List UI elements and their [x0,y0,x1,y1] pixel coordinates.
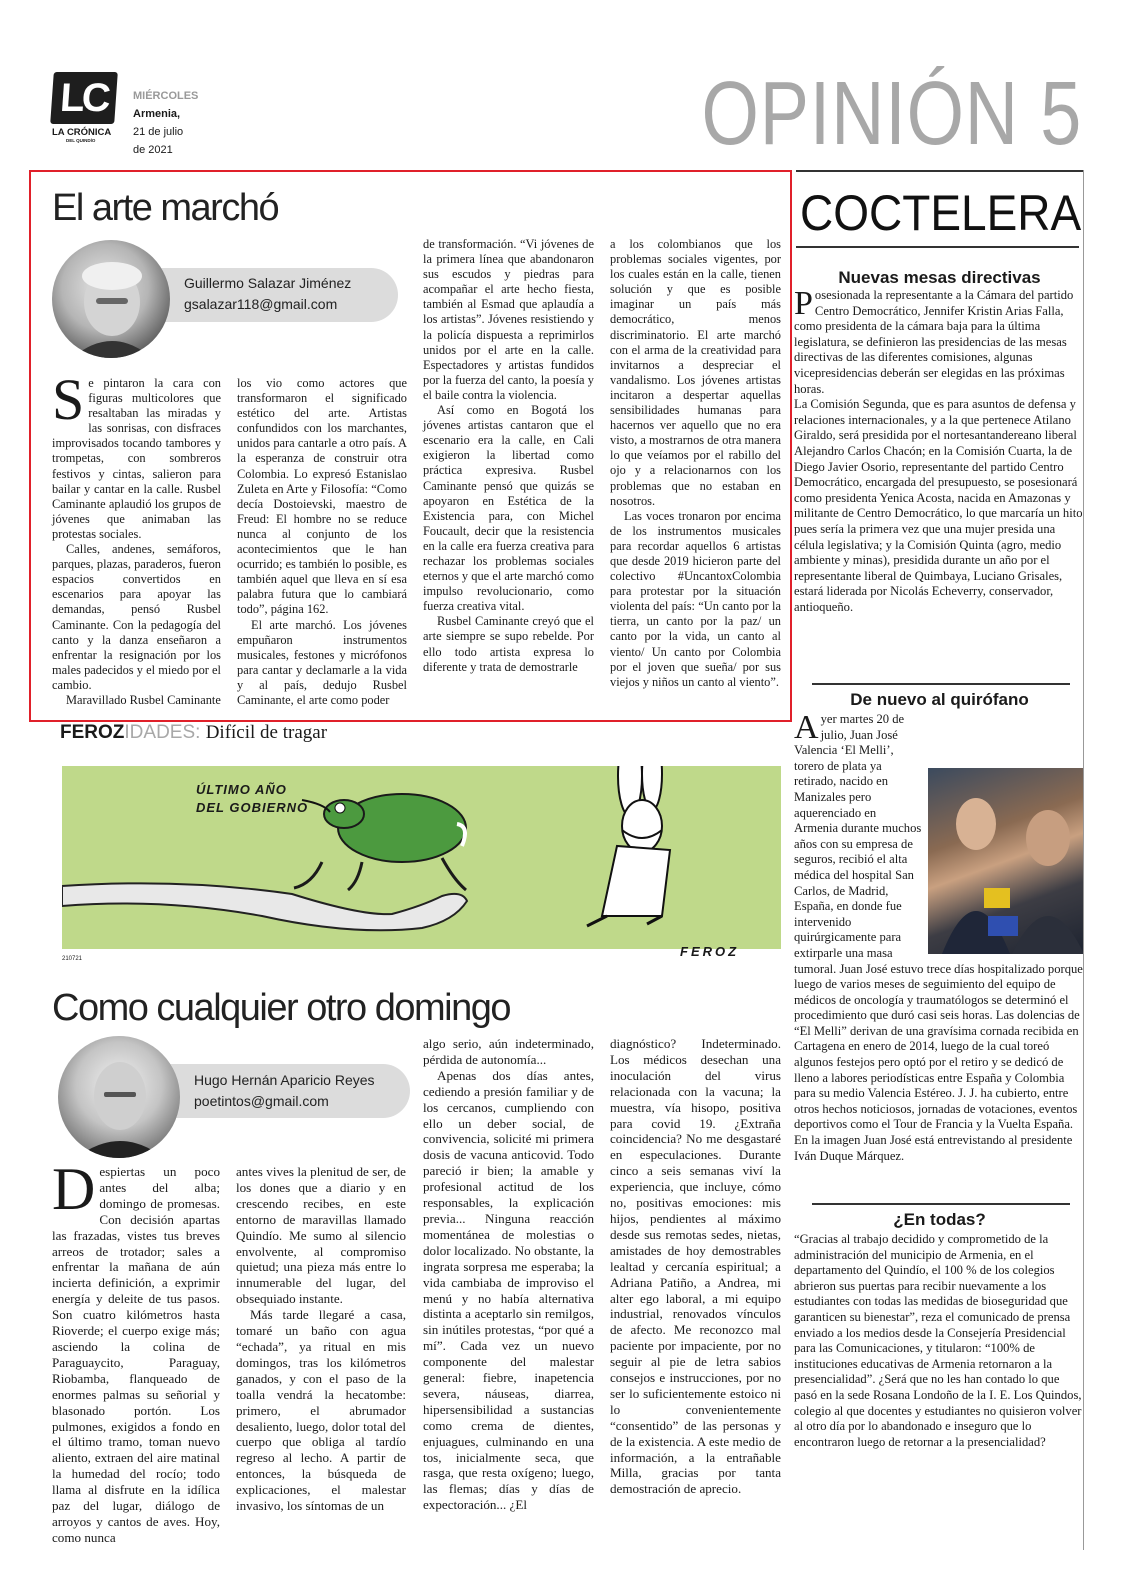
masthead-date1: 21 de julio [133,126,184,138]
sidebar-header-rule [796,246,1079,248]
author-photo-icon [58,1036,180,1158]
masthead-day: MIÉRCOLES [133,90,199,102]
article1-column-3 [423,237,594,675]
article2-paragraph: Más tarde llegaré a casa, tomaré un baño con agua “echada”, ya ritual en mis domingos, tras los kilómetros ganados, y con el paso de la toalla vendrá la hecatombe: primero, el abrumador desaliento, luego, dolor total del cuerpo que obliga al tardío regreso al lecho. A partir de entonces, la búsqueda de explicaciones, el malestar invasivo, los síntomas de un [236,1307,406,1514]
masthead-city: Armenia, [133,108,181,120]
cartoon-label [60,722,327,744]
sidebar-vertical-rule [1083,170,1084,1550]
article2-author: Hugo Hernán Aparicio Reyes [194,1072,375,1088]
article2-paragraph: diagnóstico? Indeterminado. Los médicos desechan una inoculación del virus relacionada con la vacuna; la muestra, vía hisopo, positiva para covid 19. ¿Extraña coincidencia? No me desgastaré en especulaciones. Durante cinco a seis semanas viví la experiencia, que incluye, cómo no, positivas emociones: mis hijos, pendientes al máximo desde sus remotas sedes, nietas, amistades de hoy demostrables lealtad y cercanía espiritual; a Adriana Patiño, a Andrea, mi alter ego laboral, a mi equipo industrial, renovados vínculos de afecto. Me reconozco mal paciente por impaciente, por no seguir al pie de letra sabios consejos e instrucciones, por no ser lo suficientemente estoico ni lo convenientemente “consentido” de las personas y de la existencia. A este medio de información, a la entrañable Milla, gracias por tanta demostración de aprecio. [610,1036,781,1497]
article1-author-photo [52,240,170,358]
article2-column-4 [610,1036,781,1497]
sidebar-divider-2 [812,1203,1070,1205]
cartoon-code: 210721 [62,956,83,962]
logo-mark: LC [50,72,118,124]
article2-paragraph: Apenas dos días antes, cediendo a presión familiar y de los cercanos, cumpliendo con ello un deber social, de convivencia, solicité mi primera dosis de vacuna anticovid. Todo pareció ir bien; la amable y profesional actitud de los responsables, la explicación previa... Ninguna reacción momentánea de molestias o dolor localizado. No obstante, la ingrata sorpresa me esperaba; la vida cambiaba de improviso el menú y no había alternativa distinta a aceptarlo sin remilgos, sin inútiles protestas, “por qué a mí”. Cada vez un nuevo componente del malestar general: fiebre, inapetencia severa, náuseas, diarrea, hipersensibilidad a sustancias como crema de dientes, enjuagues, culminando en una tos, inicialmente seca, que rasga, que resta oxígeno; luego, las flemas; días y días de expectoración... ¿El [423,1067,594,1513]
article2-title: Como cualquier otro domingo [52,987,510,1029]
article1-paragraph: Las voces tronaron por encima de los instrumentos musicales para recordar aquellos 6 artistas que desde 2019 hicieron parte del colectivo #UncantoxColombia para protestar por la situación violenta del país: “Un canto por la tierra, un canto por la paz/ un canto por la vida, un canto al viento/ Un canto por Colombia por el joven que sueña/ por sus viejos y niños un canto al viento”. [610,508,781,689]
logo [52,72,116,144]
article2-email: poetintos@gmail.com [194,1093,329,1109]
article1-paragraph: Maravillado Rusbel Caminante [66,692,221,707]
author-photo-icon [52,240,170,358]
article2-paragraph: Despiertas un poco antes del alba; domingo de promesas. Con decisión apartas las frazadas, vistes tus breves arreos de trotador; sales a enfrentar la mañana de aún incierta definición, a exprimir energía y deleite de tus pasos. Son cuatro kilómetros hasta Rioverde; el cuerpo exige más; asciendo la colina de Paraguaycito, Paraguay, Riobamba, flanqueado de enormes palmas su señorial y blasonado portón. Los pulmones, exigidos a fondo en el último tramo, toman nuevo aliento, extraen del aire matinal la humedad del rocío; todo llama al disfrute en la idílica paz del lugar, diálogo de arroyos y cantos de aves. Hoy, como nunca [52,1156,220,1545]
cartoon-bubble-line1: ÚLTIMO AÑO [196,782,287,797]
cartoon-label-light: IDADES: [124,722,201,743]
cartoon-panel [62,766,781,949]
article1-paragraph: El arte marchó. Los jóvenes empuñaron instrumentos musicales, festones y micrófonos para cantar y declamarle a la vida y al país, dedujo Rusbel Caminante, el arte como poder [237,617,407,707]
article2-author-photo [58,1036,180,1158]
sidebar-item2-title: De nuevo al quirófano [850,690,1029,709]
article2-paragraph: antes vives la plenitud de ser, de los dones que a diario y en crescendo recibes, en este entorno de maravillas llamado Quindío. Me sumo al silencio envolvente, al compromiso quietud; una pieza más entre lo innumerable del lugar, del obsequiado instante. [236,1164,406,1307]
logo-sub: DEL QUINDÍO [66,138,96,143]
sidebar-header: COCTELERA [800,185,1082,241]
article1-paragraph: Así como en Bogotá los jóvenes artistas cantaron que el escenario era la calle, en Cali exigieron la libertad como práctica expresiva. Rusbel Caminante pensó que quizás se apoyaron en Estética de la Existencia para, con Michel Foucault, decir que la resistencia en la calle era fuerza creativa para rechazar los problemas sociales eternos y que el arte marchó como impulso revolucionario, como fuerza creativa vital. [423,403,594,614]
article1-paragraph: Calles, andenes, semáforos, parques, plazas, paraderos, fueron espacios convertidos en escenarios para apoyar las demandas, pensó Rusbel Caminante. Con la pedagogía del canto y la danza enseñaron a enfrentar la resignación por los males padecidos y el miedo por el cambio. [52,542,221,692]
cartoon-bubble-line2: DEL GOBIERNO [196,800,309,815]
article1-title: El arte marchó [52,187,279,229]
cartoon-label-bold: FEROZ [60,722,125,743]
sidebar-item3-body [794,1232,1084,1450]
article1-paragraph: Se pintaron la cara con figuras multicolores que resaltaban las miradas y las sonrisas, con disfraces improvisados tocando tambores y trompetas, con sombreros festivos y cintas, salieron para bailar y cantar en la calle. Rusbel Caminante aplaudió los grupos de jóvenes que animaban las protestas sociales. [52,367,221,541]
article1-paragraph: a los colombianos que los problemas sociales vigentes, por los cuales están en la calle, tienen solución y que es posible imaginar un país más democrático, menos discriminatorio. El arte marchó con el arma de la creatividad para invitarnos a despreciar el vandalismo. Los jóvenes artistas incitaron a despertar aquellas sensibilidades humanas para hacernos ver aquello que no era visto, a mostrarnos de otra manera lo que veíamos por el rabillo del ojo y a relacionarnos con los problemas que no estaban en nosotros. [610,237,781,508]
sidebar-top-rule [796,170,1083,172]
article1-email: gsalazar118@gmail.com [184,296,338,312]
sidebar-paragraph: La Comisión Segunda, que es para asuntos de defensa y relaciones internacionales, y a la que pertenece Atilano Giraldo, será presidida por el nortesantandereano liberal Alejandro Carlos Chacón; en la Comisión Cuarta, la de Diego Javier Osorio, representante del partido Centro Democrático, encargada del presupuesto, se posesionará como presidenta Yenica Acosta, nacida en Amazonas y militante de Centro Democrático, lo que marcaría un hito pues sería la primera vez que una mujer presida una célula legislativa; y la Comisión Quinta (agro, medio ambiente y minas), presidida durante un año por el representante liberal de Quimbaya, Luciano Grisales, estará liderada por Nicolás Echeverry, conservador, antioqueño. [794,397,1083,614]
article1-column-4 [610,237,781,690]
cartoon-title: Difícil de tragar [205,722,328,743]
article1-column-1 [52,367,221,708]
sidebar-item2-body [794,709,1084,1164]
article1-column-2 [237,376,407,708]
masthead-date2: de 2021 [133,144,173,156]
masthead [0,0,1144,170]
sidebar-paragraph: “Gracias al trabajo decidido y comprometido de la administración del municipio de Armenia, en el departamento del Quindío, el 100 % de los colegios abrieron sus puertas para recibir nuevamente a los estudiantes con todas las medidas de bioseguridad que garanticen su bienestar”, reza el comunicado de prensa enviado a los medios desde la Consejería Presidencial para las Comunicaciones, y titularon: “100% de instituciones educativas de Armenia retornaron a la presencialidad”. ¿Será que no les han contado lo que pasó en la sede Rosana Londoño de la I. E. Los Quindos, colegio al que docentes y estudiantes no quisieron volver al otro día por lo abandonado e inseguro que lo encontraron luego de retornar a la presencialidad? [794,1232,1082,1449]
article2-column-1 [52,1156,220,1546]
logo-name: LA CRÓNICA [52,127,112,138]
interview-photo-icon [928,768,1084,954]
cartoon-drawing-icon [62,766,781,949]
article1-paragraph: de transformación. “Vi jóvenes de la primera línea que abandonaron sus escudos y piedras para acompañar el arte hecho fiesta, también al Esmad que aplaudía a los artistas”. Jóvenes resistiendo y la policía dispuesta a reprimirlos unidos por el arte en la calle. Espectadores y artistas fundidos por la fuerza del canto, la poesía y el baile contra la violencia. [423,237,594,402]
sidebar-item1-body [794,285,1084,615]
article2-paragraph: algo serio, aún indeterminado, pérdida de autonomía... [423,1036,594,1067]
article1-author: Guillermo Salazar Jiménez [184,275,352,291]
article2-column-2 [236,1164,406,1514]
sidebar-paragraph: Posesionada la representante a la Cámara del partido Centro Democrático, Jennifer Kristin Arias Falla, como presidenta de la cámara baja para la última legislatura, se definieron las presidencias de las mesas directivas de las diferentes comisiones, algunas vicepresidencias deberán ser elegidas en las próximas horas. [794,285,1074,396]
sidebar-divider-1 [812,683,1070,685]
section-title: OPINIÓN 5 [701,64,1082,164]
sidebar-paragraph: Ayer martes 20 de julio, Juan José Valencia ‘El Melli’, torero de plata ya retirado, nacido en Manizales pero aquerenciado en Armenia durante muchos años con su empresa de seguros, recibió el alta médica del hospital San Carlos, de Madrid, España, en donde fue intervenido quirúrgicamente para extirparle una masa tumoral. Juan José estuvo trece días hospitalizado porque luego de varios meses de seguimiento del equipo de médicos de oncología y traumatólogos se determinó el procedimiento que duró casi seis horas. Las dolencias de “El Melli” derivan de una gravísima cornada recibida en Cartagena en enero de 2014, luego de la cual toreó algunos festejos pero optó por el retiro y se dedicó de lleno a labores periodísticas entre España y Colombia para su medio Valencia Estéreo. J. J. ha cubierto, entre otros hechos noticiosos, jornadas de votaciones, eventos deportivos como el Tour de Francia y la Vuelta España. En la imagen Juan José está entrevistando al presidente Iván Duque Márquez. [794,709,1083,1163]
sidebar-item3-title: ¿En todas? [893,1210,986,1229]
cartoon-signature: FEROZ [680,944,740,959]
sidebar-item1-title: Nuevas mesas directivas [838,268,1041,287]
article1-paragraph: Rusbel Caminante creyó que el arte siempre se supo rebelde. Por ello todo artista expresa lo diferente y trata de demostrarle [423,614,594,674]
article2-column-3 [423,1036,594,1513]
sidebar-item2-photo [928,768,1084,954]
article1-paragraph: los vio como actores que transformaron el significado estético del arte. Artistas confundidos con los marchantes, unidos para cantarle a otro país. A la esperanza de construir otra Colombia. Lo expresó Estanislao Zuleta en Arte y Filosofía: “Como decía Dostoievski, maestro de Freud: El hombre no se reduce nunca al conjunto de los acontecimientos que le han ocurrido; es también lo posible, es también aquel que lleva en sí esa palabra futura que lo cambiará todo”, página 162. [237,376,407,617]
